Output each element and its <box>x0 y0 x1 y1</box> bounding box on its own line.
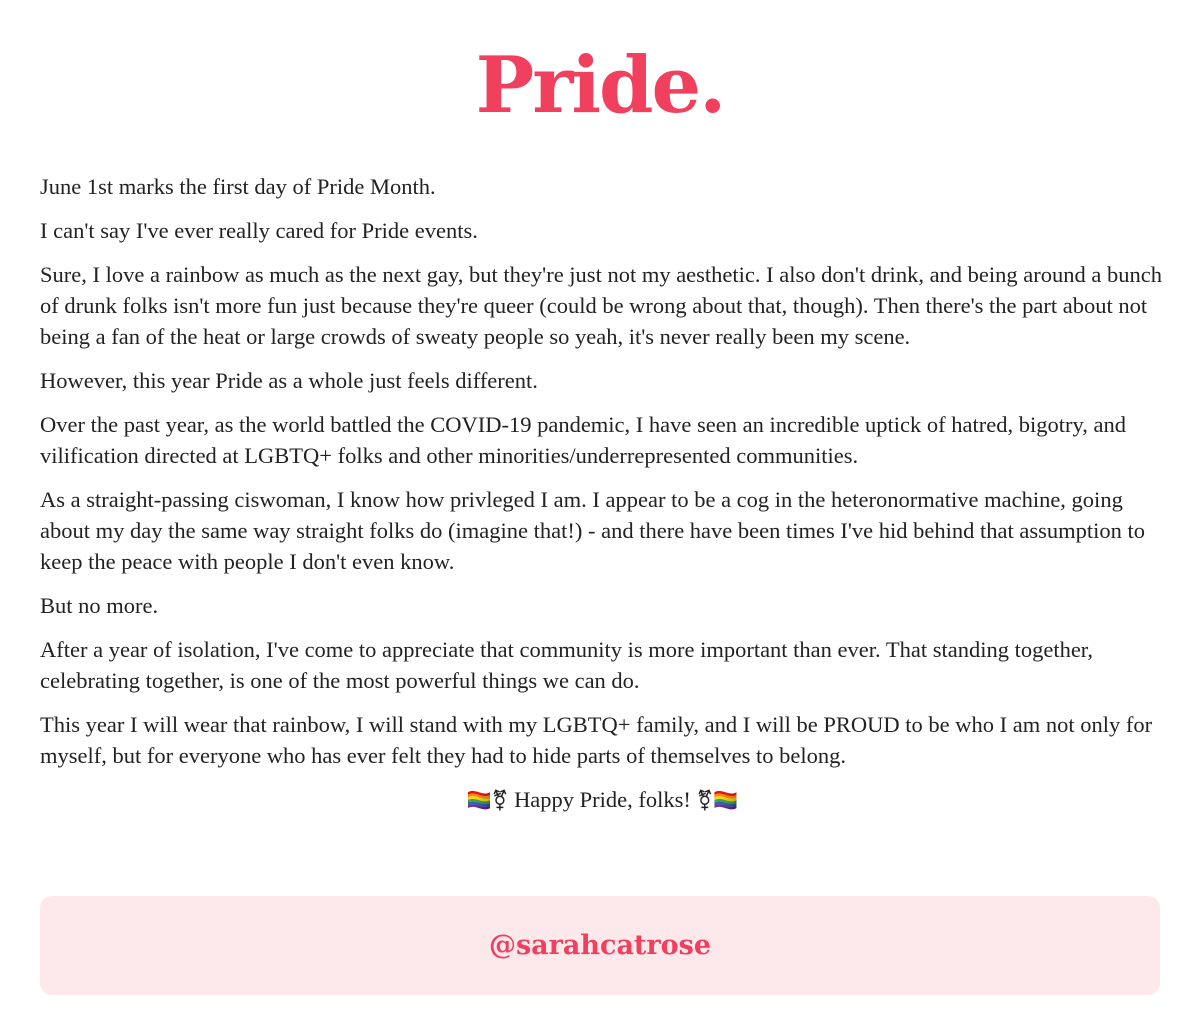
article-body <box>40 171 1165 829</box>
sign-off-text: Happy Pride, folks! <box>514 787 691 812</box>
page-title: Pride. <box>475 40 725 131</box>
paragraph: But no more. <box>40 593 159 618</box>
sign-off-line <box>40 784 1165 816</box>
paragraph: This year I will wear that rainbow, I will stand with my LGBTQ+ family, and I will be PROUD to be who I am not only for myself, but for everyone who has ever felt they had to hide parts of themselves to belong. <box>40 712 1153 768</box>
author-handle[interactable]: @sarahcatrose <box>488 930 712 961</box>
author-handle-box <box>40 896 1160 995</box>
pride-flag-icon: 🏳️‍🌈⚧ <box>466 788 509 812</box>
paragraph: As a straight-passing ciswoman, I know how privleged I am. I appear to be a cog in the heteronormative machine, going about my day the same way straight folks do (imagine that!) - and there have been times I've hid behind that assumption to keep the peace with people I don't even know. <box>40 487 1146 574</box>
transgender-symbol-icon: ⚧🏳️‍🌈 <box>696 788 739 812</box>
paragraph: After a year of isolation, I've come to appreciate that community is more important than ever. That standing together, celebrating together, is one of the most powerful things we can do. <box>40 637 1094 693</box>
paragraph: I can't say I've ever really cared for Pride events. <box>40 218 478 243</box>
paragraph: Over the past year, as the world battled the COVID-19 pandemic, I have seen an incredible uptick of hatred, bigotry, and vilification directed at LGBTQ+ folks and other minorities/underrepresented communities. <box>40 412 1127 468</box>
paragraph: Sure, I love a rainbow as much as the next gay, but they're just not my aesthetic. I also don't drink, and being around a bunch of drunk folks isn't more fun just because they're queer (could be wrong about that, though). Then there's the part about not being a fan of the heat or large crowds of sweaty people so yeah, it's never really been my scene. <box>40 262 1162 349</box>
paragraph: June 1st marks the first day of Pride Month. <box>40 174 436 199</box>
paragraph: However, this year Pride as a whole just feels different. <box>40 368 538 393</box>
